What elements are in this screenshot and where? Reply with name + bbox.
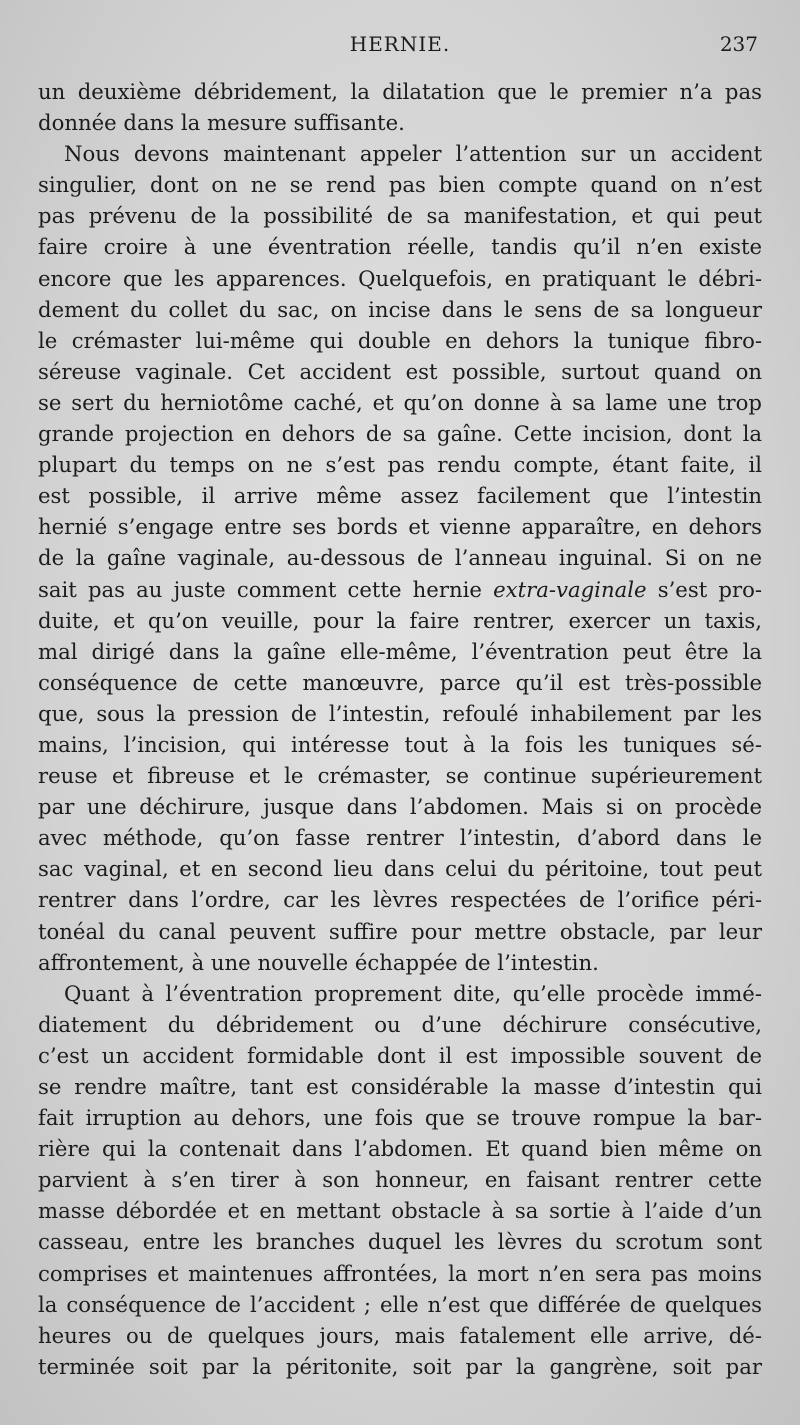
text-line: mal dirigé dans la gaîne elle-même, l’éventration peut être la (38, 638, 762, 664)
text-line: diatement du débridement ou d’une déchirure consécutive, (38, 1011, 762, 1037)
page-number: 237 (719, 32, 758, 56)
text-run: sait pas au juste comment cette hernie (38, 576, 494, 602)
text-line: par une déchirure, jusque dans l’abdomen. Mais si on procède (38, 794, 762, 820)
text-line: rière qui la contenait dans l’abdomen. Et quand bien même on (38, 1136, 762, 1162)
text-line: masse débordée et en mettant obstacle à sa sortie à l’aide d’un (38, 1198, 762, 1224)
text-line: pas prévenu de la possibilité de sa manifestation, et qui peut (38, 203, 762, 229)
body-text (38, 76, 762, 1382)
text-line: dement du collet du sac, on incise dans le sens de sa longueur (38, 296, 762, 322)
text-line: singulier, dont on ne se rend pas bien compte quand on n’est (38, 172, 762, 198)
text-line: sac vaginal, et en second lieu dans celui du péritoine, tout peut (38, 856, 762, 882)
text-line: encore que les apparences. Quelquefois, en pratiquant le débri- (38, 265, 762, 291)
page-header (0, 32, 800, 60)
text-line: donnée dans la mesure suffisante. (38, 110, 405, 136)
text-line: duite, et qu’on veuille, pour la faire rentrer, exercer un taxis, (38, 607, 762, 633)
text-line: séreuse vaginale. Cet accident est possible, surtout quand on (38, 358, 762, 384)
text-line: un deuxième débridement, la dilatation que le premier n’a pas (38, 79, 762, 104)
text-line: tonéal du canal peuvent suffire pour mettre obstacle, par leur (38, 918, 762, 944)
text-line: reuse et fibreuse et le crémaster, se continue supérieurement (38, 763, 762, 789)
text-line: c’est un accident formidable dont il est impossible souvent de (38, 1042, 762, 1068)
italic-term: extra-vaginale (493, 576, 647, 602)
text-line: fait irruption au dehors, une fois que se trouve rompue la bar- (38, 1105, 762, 1131)
text-line (38, 574, 762, 605)
text-line: rentrer dans l’ordre, car les lèvres respectées de l’orifice péri- (38, 887, 762, 913)
text-line: se sert du herniotôme caché, et qu’on donne à sa lame une trop (38, 389, 762, 415)
text-line: affrontement, à une nouvelle échappée de l’intestin. (38, 949, 599, 975)
text-line: est possible, il arrive même assez facilement que l’intestin (38, 483, 762, 509)
text-line: mains, l’incision, qui intéresse tout à la fois les tuniques sé- (38, 731, 762, 757)
text-line: parvient à s’en tirer à son honneur, en faisant rentrer cette (38, 1167, 762, 1193)
text-line: hernié s’engage entre ses bords et vienne apparaître, en dehors (38, 514, 762, 540)
text-line: conséquence de cette manœuvre, parce qu’il est très-possible (38, 669, 762, 695)
text-line: avec méthode, qu’on fasse rentrer l’intestin, d’abord dans le (38, 825, 762, 851)
text-line: faire croire à une éventration réelle, tandis qu’il n’en existe (38, 234, 762, 260)
text-line: Nous devons maintenant appeler l’attention sur un accident (64, 141, 762, 167)
text-line: Quant à l’éventration proprement dite, qu’elle procède immé- (64, 980, 762, 1006)
text-line: comprises et maintenues affrontées, la mort n’en sera pas moins (38, 1260, 762, 1286)
text-line: grande projection en dehors de sa gaîne. Cette incision, dont la (38, 421, 762, 447)
text-line: de la gaîne vaginale, au-dessous de l’anneau inguinal. Si on ne (38, 545, 762, 571)
text-line: casseau, entre les branches duquel les lèvres du scrotum sont (38, 1229, 762, 1255)
text-line: que, sous la pression de l’intestin, refoulé inhabilement par les (38, 700, 762, 726)
running-title: HERNIE. (349, 32, 451, 56)
text-line: le crémaster lui-même qui double en dehors la tunique fibro- (38, 327, 762, 353)
text-run: s’est pro- (646, 576, 762, 602)
text-line: plupart du temps on ne s’est pas rendu compte, étant faite, il (38, 452, 762, 478)
text-line: terminée soit par la péritonite, soit par la gangrène, soit par (38, 1353, 762, 1379)
text-line: la conséquence de l’accident ; elle n’est que différée de quelques (38, 1291, 762, 1317)
text-line: se rendre maître, tant est considérable la masse d’intestin qui (38, 1074, 762, 1099)
text-line: heures ou de quelques jours, mais fatalement elle arrive, dé- (38, 1322, 762, 1348)
